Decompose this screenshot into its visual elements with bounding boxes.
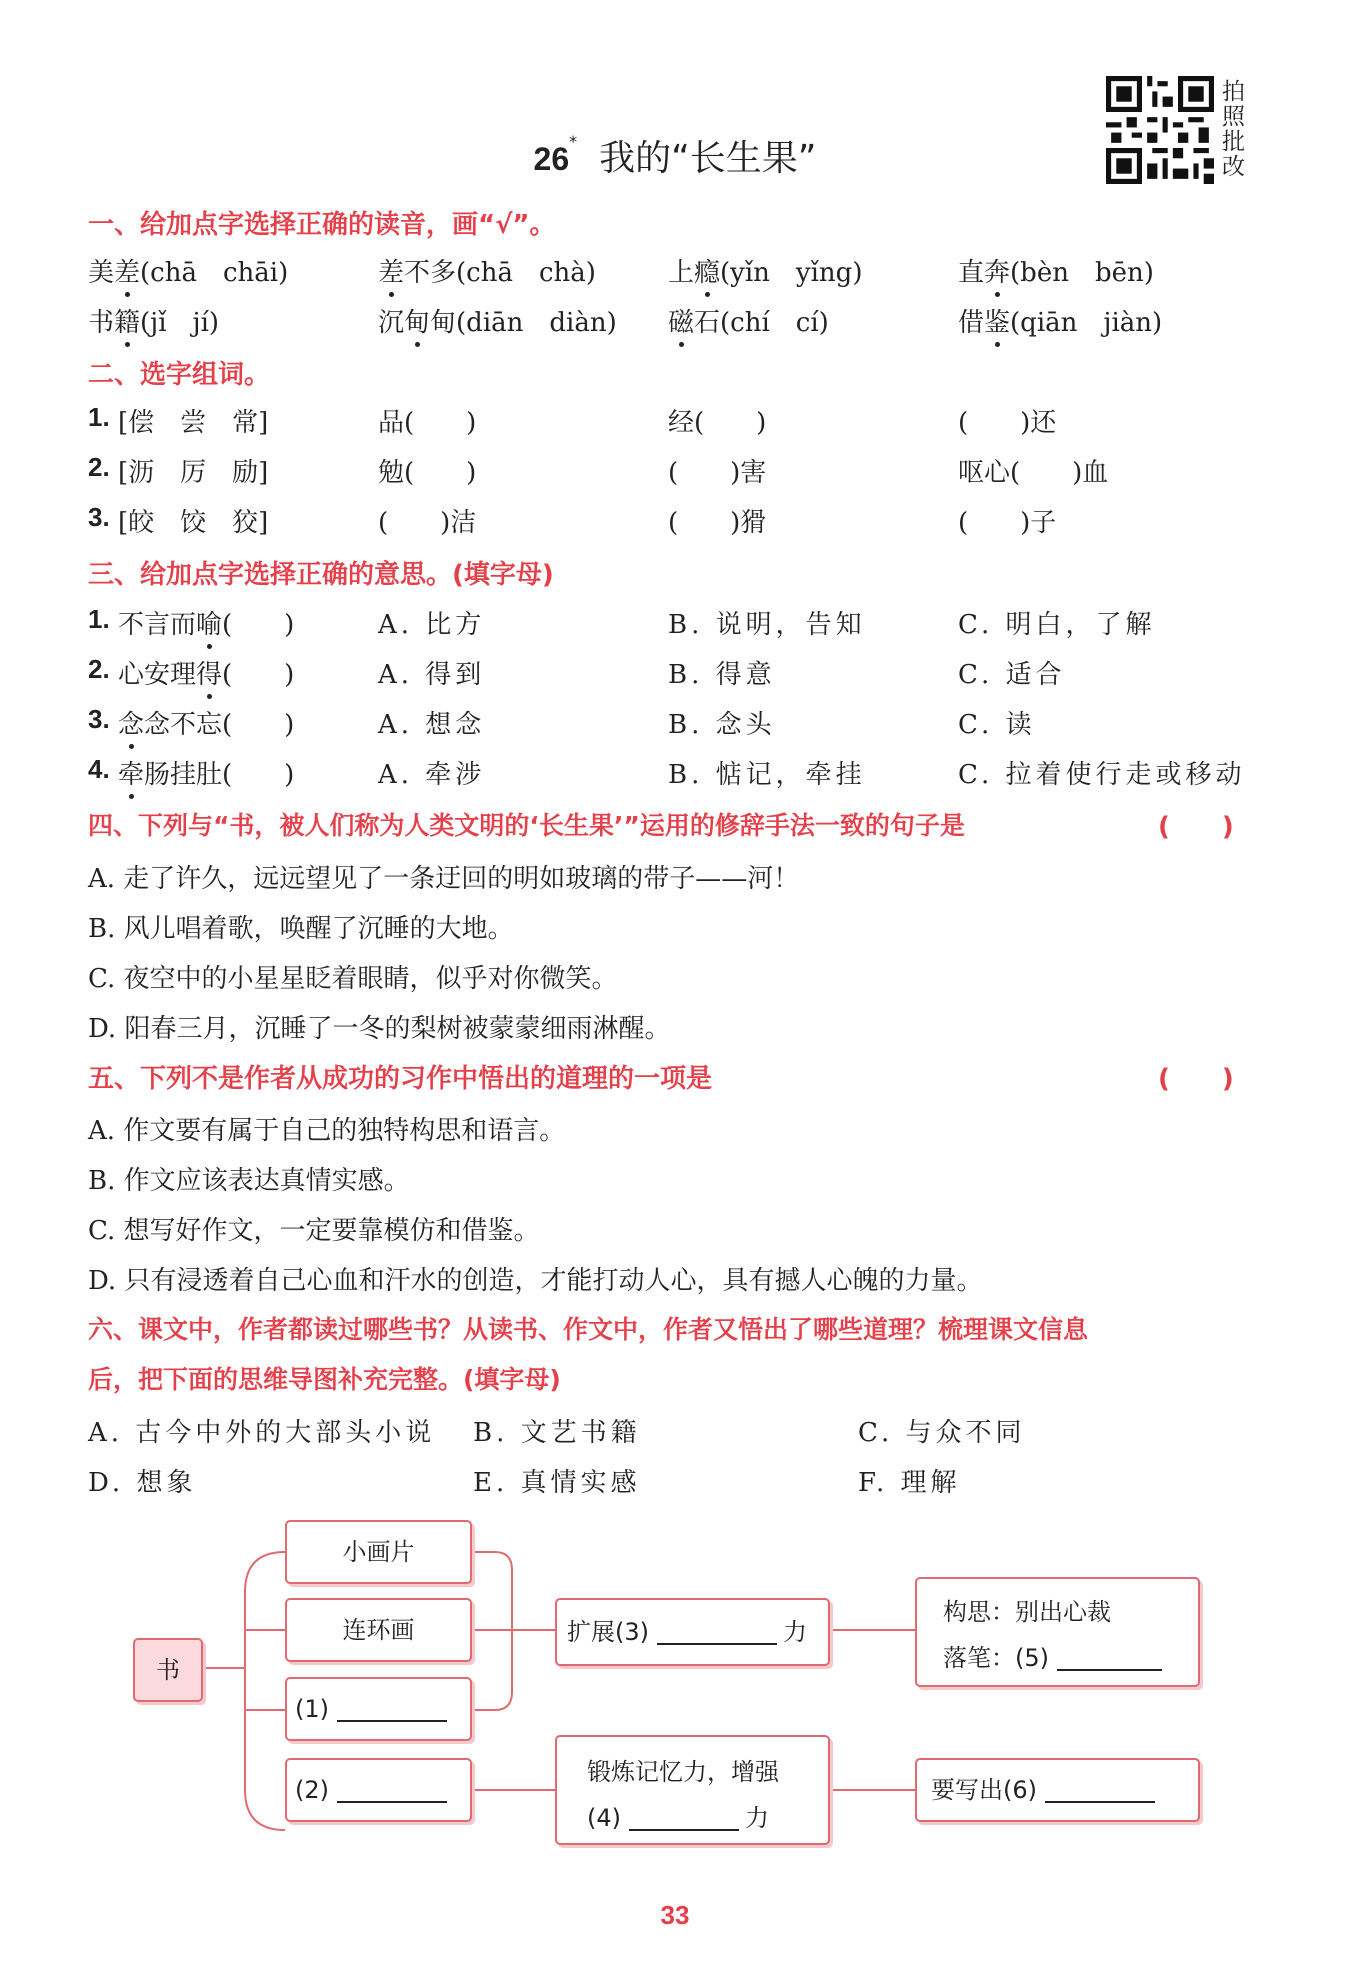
s3-option-a: A. 比方 [378, 610, 486, 640]
blank-5-line[interactable] [1057, 1647, 1162, 1671]
express-label: 要写出(6) [931, 1776, 1037, 1804]
s1-item-dotted: 甸 [404, 302, 430, 339]
s1-item-dotted: 瘾 [694, 252, 720, 289]
s2-blank[interactable]: 品( ) [378, 408, 477, 438]
mindmap-node-express[interactable] [915, 1758, 1200, 1822]
section-5-heading: 五、下列不是作者从成功的习作中悟出的道理的一项是 [88, 1064, 713, 1094]
mindmap-root-book: 书 [133, 1638, 203, 1702]
s3-dotted: 念 [118, 704, 144, 741]
s2-blank[interactable]: 勉( ) [378, 458, 477, 488]
s2-number: 1. [88, 402, 110, 432]
page-number: 33 [660, 1900, 690, 1930]
s3-number: 1. [88, 604, 110, 634]
memory-blank-label: (4) [587, 1804, 621, 1832]
s3-option-a: A. 想念 [378, 710, 486, 740]
s3-number: 3. [88, 704, 110, 734]
s3-option-b: B. 惦记，牵挂 [668, 760, 866, 790]
s3-question[interactable]: 牵肠挂肚( ) [118, 754, 294, 791]
s1-item[interactable]: 差不多(chā chà) [378, 252, 596, 289]
s5-option-c: C. 想写好作文，一定要靠模仿和借鉴。 [88, 1216, 540, 1246]
s2-number: 2. [88, 452, 110, 482]
s5-option-a: A. 作文要有属于自己的独特构思和语言。 [88, 1116, 566, 1146]
blank-6-line[interactable] [1045, 1779, 1155, 1803]
s1-item[interactable]: 直奔(bèn bēn) [958, 252, 1154, 289]
s1-item-dotted: 奔 [984, 252, 1010, 289]
qr-caption-char: 照 [1222, 104, 1245, 130]
s3-number: 4. [88, 754, 110, 784]
blank-3-line[interactable] [657, 1621, 777, 1645]
s3-option-b: B. 得意 [668, 660, 776, 690]
s2-blank[interactable]: ( )还 [958, 408, 1057, 438]
s5-option-d: D. 只有浸透着自己心血和汗水的创造，才能打动人心，具有撼人心魄的力量。 [88, 1266, 983, 1296]
root-bracket [245, 1552, 285, 1830]
s3-number: 2. [88, 654, 110, 684]
s3-question[interactable]: 心安理得( ) [118, 654, 294, 691]
s6-option-c: C. 与众不同 [858, 1418, 1026, 1448]
s4-answer-paren[interactable]: ( ) [1158, 812, 1234, 842]
mindmap-node-blank-2[interactable] [285, 1758, 472, 1822]
expand-suffix: 力 [783, 1618, 807, 1646]
lesson-star: * [569, 132, 578, 151]
s1-item-dotted: 鉴 [984, 302, 1010, 339]
s2-number: 3. [88, 502, 110, 532]
section-3-heading: 三、给加点字选择正确的意思。(填字母) [88, 560, 554, 590]
s1-item-dotted: 差 [114, 252, 140, 289]
memory-suffix: 力 [745, 1804, 769, 1832]
section-4-heading: 四、下列与“书，被人们称为人类文明的‘长生果’”运用的修辞手法一致的句子是 [88, 811, 965, 840]
s6-option-e: E. 真情实感 [473, 1468, 641, 1498]
s1-item-dotted: 籍 [114, 302, 140, 339]
blank-2-line[interactable] [337, 1779, 447, 1803]
s4-option-c: C. 夜空中的小星星眨着眼睛，似乎对你微笑。 [88, 964, 618, 994]
s2-chars: [皎 饺 狡] [118, 508, 269, 538]
blank-4-line[interactable] [629, 1807, 739, 1831]
blank-2-label: (2) [295, 1776, 329, 1804]
section-6-heading-1: 六、课文中，作者都读过哪些书？从读书、作文中，作者又悟出了哪些道理？梳理课文信息 [88, 1315, 1089, 1344]
mindmap-node-comics: 连环画 [285, 1598, 472, 1662]
s3-question[interactable]: 念念不忘( ) [118, 704, 294, 741]
s3-dotted: 牵 [118, 754, 144, 791]
memory-label: 锻炼记忆力，增强 [587, 1758, 779, 1786]
s2-blank[interactable]: ( )害 [668, 458, 767, 488]
s3-option-b: B. 说明，告知 [668, 610, 866, 640]
s1-item[interactable]: 美差(chā chāi) [88, 252, 288, 289]
qr-caption-char: 批 [1222, 129, 1245, 155]
s6-option-d: D. 想象 [88, 1468, 197, 1498]
mindmap-node-blank-1[interactable] [285, 1677, 472, 1741]
s6-option-a: A. 古今中外的大部头小说 [88, 1418, 436, 1448]
s2-chars: [偿 尝 常] [118, 408, 269, 438]
s3-option-a: A. 牵涉 [378, 760, 486, 790]
s1-item[interactable]: 书籍(jǐ jí) [88, 302, 219, 339]
qr-caption-char: 拍 [1222, 79, 1245, 105]
blank-1-line[interactable] [337, 1698, 447, 1722]
s2-blank[interactable]: ( )猾 [668, 508, 767, 538]
mindmap-node-memory[interactable] [555, 1735, 830, 1845]
s5-option-b: B. 作文应该表达真情实感。 [88, 1166, 410, 1196]
s3-option-c: C. 明白，了解 [958, 610, 1156, 640]
s2-chars: [沥 厉 励] [118, 458, 269, 488]
root-branches [245, 1630, 285, 1710]
s6-option-f: F. 理解 [858, 1468, 961, 1498]
s4-option-a: A. 走了许久，远远望见了一条迂回的明如玻璃的带子——河！ [88, 864, 800, 894]
mindmap-node-writing[interactable] [915, 1577, 1200, 1687]
s3-option-c: C. 拉着使行走或移动 [958, 760, 1246, 790]
section-2-heading: 二、选字组词。 [88, 360, 271, 390]
s3-option-c: C. 适合 [958, 660, 1066, 690]
s4-option-d: D. 阳春三月，沉睡了一冬的梨树被蒙蒙细雨淋醒。 [88, 1014, 671, 1044]
expand-label: 扩展(3) [567, 1618, 649, 1646]
s1-item-dotted: 磁 [668, 302, 694, 339]
s2-blank[interactable]: ( )洁 [378, 508, 477, 538]
s3-option-a: A. 得到 [378, 660, 486, 690]
s4-option-b: B. 风儿唱着歌，唤醒了沉睡的大地。 [88, 914, 514, 944]
s1-item[interactable]: 磁石(chí cí) [668, 302, 829, 339]
s2-blank[interactable]: ( )子 [958, 508, 1057, 538]
writing-idea-label: 构思：别出心裁 [943, 1598, 1111, 1626]
writing-pen-label: 落笔：(5) [943, 1644, 1049, 1672]
s1-item[interactable]: 沉甸甸(diān diàn) [378, 302, 617, 339]
qr-caption-char: 改 [1222, 154, 1245, 180]
lesson-title: 我的“长生果” [599, 138, 817, 179]
section-6-heading-2: 后，把下面的思维导图补充完整。(填字母) [88, 1365, 561, 1394]
s3-option-c: C. 读 [958, 710, 1036, 740]
s2-blank[interactable]: 经( ) [668, 408, 767, 438]
s2-blank[interactable]: 呕心( )血 [958, 458, 1109, 488]
blank-1-label: (1) [295, 1695, 329, 1723]
s6-option-b: B. 文艺书籍 [473, 1418, 641, 1448]
s1-item[interactable]: 借鉴(qiān jiàn) [958, 302, 1162, 339]
section-1-heading: 一、给加点字选择正确的读音，画“√”。 [88, 210, 556, 240]
mindmap-node-expand[interactable] [555, 1598, 830, 1666]
s5-answer-paren[interactable]: ( ) [1158, 1064, 1234, 1094]
s3-dotted: 得 [196, 654, 222, 691]
mindmap-node-pictures: 小画片 [285, 1520, 472, 1584]
lesson-number: 26 [533, 141, 570, 177]
s3-question[interactable]: 不言而喻( ) [118, 604, 294, 641]
s3-option-b: B. 念头 [668, 710, 776, 740]
s3-dotted: 喻 [196, 604, 222, 641]
s1-item[interactable]: 上瘾(yǐn yǐng) [668, 252, 862, 289]
s1-item-dotted: 差 [378, 252, 404, 289]
